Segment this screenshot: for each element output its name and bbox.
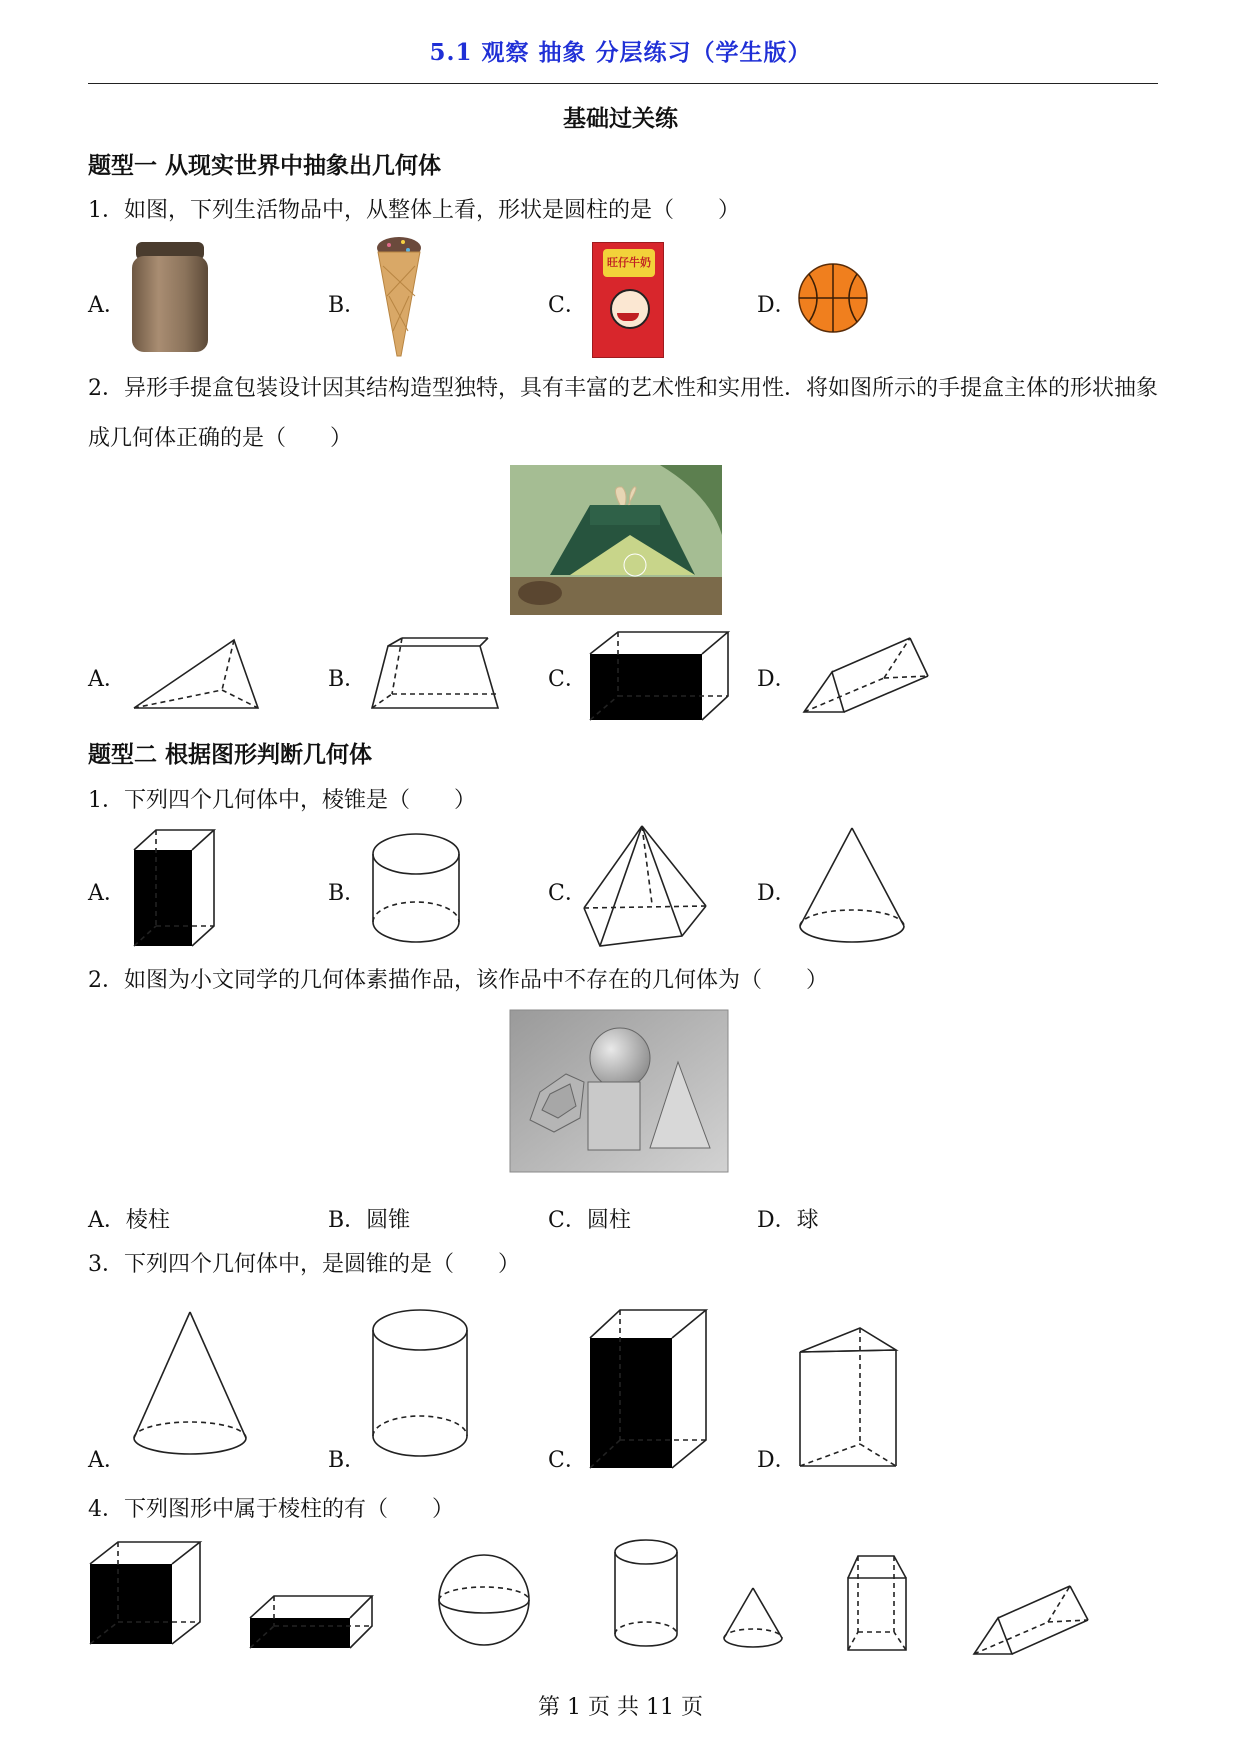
cuboid-figure bbox=[588, 630, 730, 722]
t2-q3-option-b: B． bbox=[328, 1448, 367, 1473]
topic-2-heading: 题型二 根据图形判断几何体 bbox=[88, 741, 373, 768]
tetrahedron-figure bbox=[130, 636, 260, 712]
q4-tri-prism-figure bbox=[972, 1584, 1092, 1658]
t2-q3-text: 3．下列四个几何体中，是圆锥的是（ ） bbox=[88, 1252, 520, 1277]
q4-cone-figure bbox=[722, 1586, 784, 1650]
page-number: 第 1 页 共 11 页 bbox=[538, 1695, 703, 1720]
document-title: 5.1 观察 抽象 分层练习（学生版） bbox=[429, 39, 812, 66]
ice-cream-cone-image bbox=[375, 236, 423, 358]
geometry-sketch-photo bbox=[510, 1010, 728, 1172]
t2-q1-option-d: D． bbox=[757, 881, 797, 906]
milk-box-label: 旺仔牛奶 bbox=[603, 249, 655, 277]
q3-cylinder-figure bbox=[370, 1308, 470, 1458]
t2-q2-option-c: C．圆柱 bbox=[548, 1208, 631, 1233]
t1-q2-option-d: D． bbox=[757, 667, 797, 692]
milk-box-face bbox=[610, 289, 650, 329]
cone-figure bbox=[798, 826, 908, 946]
t2-q1-option-b: B． bbox=[328, 881, 367, 906]
t1-q2-option-a: A． bbox=[88, 667, 126, 692]
triangular-prism-lying-figure bbox=[800, 636, 932, 716]
t2-q3-option-a: A． bbox=[88, 1448, 126, 1473]
q3-tri-prism-figure bbox=[798, 1326, 898, 1470]
t2-q2-option-a: A．棱柱 bbox=[88, 1208, 170, 1233]
q4-flat-box-figure bbox=[248, 1594, 376, 1652]
section-title: 基础过关练 bbox=[563, 105, 678, 132]
t2-q3-option-c: C． bbox=[548, 1448, 587, 1473]
t2-q2-text: 2．如图为小文同学的几何体素描作品，该作品中不存在的几何体为（ ） bbox=[88, 968, 828, 993]
t2-q1-option-c: C． bbox=[548, 881, 587, 906]
t2-q4-text: 4．下列图形中属于棱柱的有（ ） bbox=[88, 1497, 454, 1522]
q4-cube-figure bbox=[88, 1540, 204, 1648]
tall-prism-figure bbox=[132, 828, 216, 950]
t1-q2-option-b: B． bbox=[328, 667, 367, 692]
cylinder-figure bbox=[370, 832, 462, 944]
q4-cylinder-figure bbox=[612, 1538, 680, 1650]
t2-q1-option-a: A． bbox=[88, 881, 126, 906]
t1-q1-text: 1．如图，下列生活物品中，从整体上看，形状是圆柱的是（ ） bbox=[88, 198, 740, 223]
gift-box-photo bbox=[510, 465, 722, 615]
q4-frustum-figure bbox=[846, 1554, 908, 1654]
t2-q1-text: 1．下列四个几何体中，棱锥是（ ） bbox=[88, 788, 476, 813]
t1-q2-option-c: C． bbox=[548, 667, 587, 692]
t2-q3-option-d: D． bbox=[757, 1448, 797, 1473]
topic-1-heading: 题型一 从现实世界中抽象出几何体 bbox=[88, 152, 442, 179]
q4-sphere-figure bbox=[436, 1552, 532, 1648]
basketball-image bbox=[797, 262, 869, 334]
q3-cone-figure bbox=[132, 1310, 248, 1458]
t1-q2-text: 2．异形手提盒包装设计因其结构造型独特，具有丰富的艺术性和实用性．将如图所示的手提盒主体的形状抽象成几何体正确的是（ ） bbox=[88, 376, 1159, 451]
t1-q1-option-a: A． bbox=[88, 293, 126, 318]
jar-image bbox=[132, 238, 208, 356]
t1-q1-option-c: C． bbox=[548, 293, 587, 318]
pyramid-figure bbox=[582, 824, 708, 950]
q3-rect-prism-figure bbox=[588, 1308, 710, 1472]
t2-q2-option-d: D．球 bbox=[757, 1208, 819, 1233]
frustum-figure bbox=[368, 636, 502, 712]
t1-q1-option-b: B． bbox=[328, 293, 367, 318]
t1-q1-option-d: D． bbox=[757, 293, 797, 318]
milk-box-image bbox=[592, 242, 664, 358]
t2-q2-option-b: B．圆锥 bbox=[328, 1208, 411, 1233]
header-divider bbox=[88, 83, 1158, 84]
